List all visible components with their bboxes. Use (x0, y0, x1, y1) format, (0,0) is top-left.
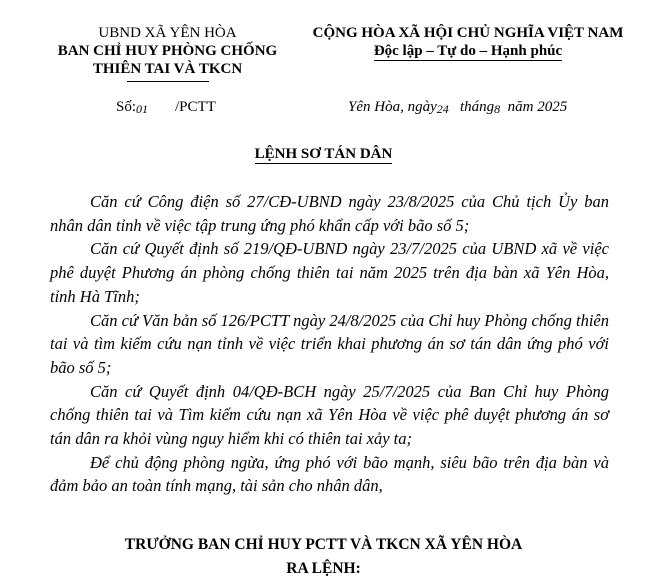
issuer-committee-line1: BAN CHỈ HUY PHÒNG CHỐNG (57, 43, 278, 59)
document-number-suffix: /PCTT (175, 99, 216, 115)
issuer-commune: UBND XÃ YÊN HÒA (98, 25, 237, 41)
date-day: 24 (436, 102, 449, 116)
document-body (50, 190, 609, 498)
paragraph-4: Căn cứ Quyết định 04/QĐ-BCH ngày 25/7/2025 của Ban Chỉ huy Phòng chống thiên tai và Tìm kiếm cứu nạn xã Yên Hòa về việc phê duyệt phương án sơ tán dân ra khỏi vùng nguy hiểm khi có thiên tai xảy ta; (50, 381, 609, 449)
document-number-value: 01 (136, 102, 149, 116)
national-title: CỘNG HÒA XÃ HỘI CHỦ NGHĨA VIỆT NAM (312, 25, 624, 41)
date-line (348, 98, 567, 117)
national-motto: Độc lập – Tự do – Hạnh phúc (373, 43, 563, 59)
document-number (116, 98, 216, 117)
signatory-title: TRƯỞNG BAN CHỈ HUY PCTT VÀ TKCN XÃ YÊN HÒA (124, 536, 523, 553)
document-title: LỆNH SƠ TÁN DÂN (254, 146, 393, 162)
paragraph-3: Căn cứ Văn bản số 126/PCTT ngày 24/8/2025 của Chỉ huy Phòng chống thiên tai và tìm kiếm cứu nạn tỉnh về việc triển khai phương án sơ tán dân ứng phó với bão số 5; (50, 310, 609, 377)
paragraph-2: Căn cứ Quyết định số 219/QĐ-UBND ngày 23/7/2025 của UBND xã về việc phê duyệt Phương án phòng chống thiên tai năm 2025 trên địa bàn xã Yên Hòa, tỉnh Hà Tĩnh; (50, 239, 609, 306)
issuer-committee-line2: THIÊN TAI VÀ TKCN (92, 61, 243, 77)
paragraph-5: Để chủ động phòng ngừa, ứng phó với bão mạnh, siêu bão trên địa bàn và đảm bảo an toàn tính mạng, tài sản cho nhân dân, (50, 452, 609, 496)
order-heading: RA LỆNH: (286, 560, 361, 577)
date-month-label: tháng (460, 99, 495, 115)
document-number-label: Số: (116, 99, 137, 115)
paragraph-1: Căn cứ Công điện số 27/CĐ-UBND ngày 23/8/2025 của Chủ tịch Ủy ban nhân dân tỉnh về việc tập trung ứng phó khẩn cấp với bão số 5; (50, 192, 609, 235)
date-month: 8 (494, 102, 501, 116)
date-year: năm 2025 (507, 99, 568, 115)
date-prefix: Yên Hòa, ngày (348, 99, 437, 115)
issuer-underline (127, 81, 209, 82)
